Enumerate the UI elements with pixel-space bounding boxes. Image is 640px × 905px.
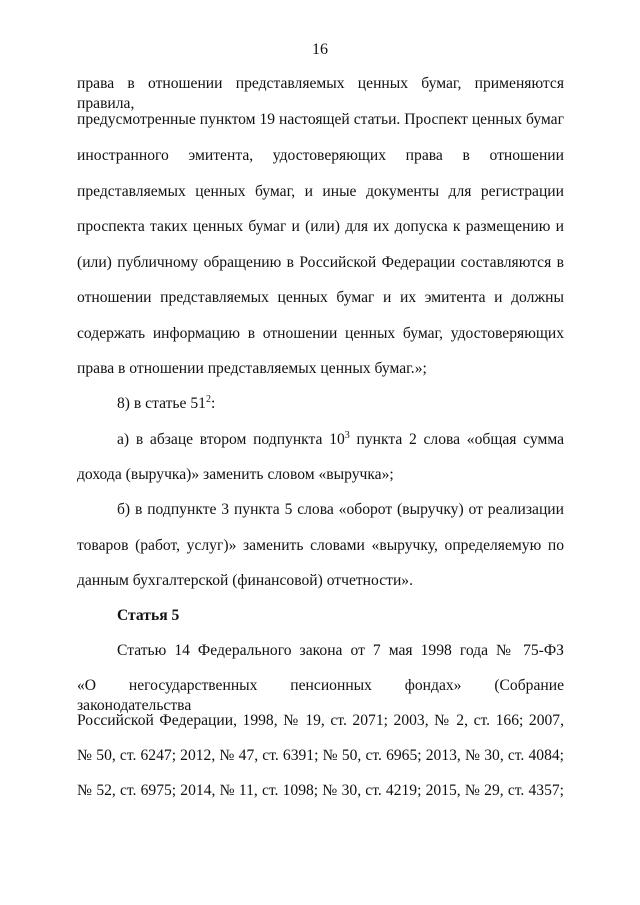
- text-line: представляемых ценных бумаг, и иные документы для регистрации: [77, 183, 564, 200]
- subitem-a-text: а) в абзаце втором подпункта 10: [117, 431, 345, 448]
- text-line: отношении представляемых ценных бумаг и их эмитента и должны: [77, 289, 564, 306]
- subitem-b: б) в подпункте 3 пункта 5 слова «оборот (выручку) от реализации: [117, 501, 564, 518]
- text-line: иностранного эмитента, удостоверяющих права в отношении: [77, 147, 564, 164]
- text-line: дохода (выручка)» заменить словом «выручка»;: [77, 466, 394, 483]
- text-line: права в отношении представляемых ценных бумаг, применяются правила,: [77, 75, 564, 112]
- superscript: 2: [205, 393, 211, 405]
- list-item-8-suffix: :: [210, 395, 216, 412]
- page-number: 16: [312, 41, 328, 58]
- text-line: товаров (работ, услуг)» заменить словами «выручку, определяемую по: [77, 537, 564, 554]
- text-line: «О негосударственных пенсионных фондах» (Собрание законодательства: [77, 677, 564, 714]
- superscript: 3: [344, 429, 350, 441]
- list-item-8-text: 8) в статье 51: [117, 395, 206, 412]
- text-line: данным бухгалтерской (финансовой) отчетности».: [77, 572, 413, 589]
- subitem-a-suffix: пункта 2 слова «общая сумма: [349, 431, 564, 448]
- article-heading: Статья 5: [117, 607, 180, 624]
- text-line: проспекта таких ценных бумаг и (или) для их допуска к размещению и: [77, 218, 564, 235]
- text-line: содержать информацию в отношении ценных бумаг, удостоверяющих: [77, 325, 564, 342]
- text-line: Статью 14 Федерального закона от 7 мая 1998 года № 75-ФЗ: [117, 642, 564, 659]
- text-line: № 52, ст. 6975; 2014, № 11, ст. 1098; № 30, ст. 4219; 2015, № 29, ст. 4357;: [77, 782, 564, 799]
- text-line: права в отношении представляемых ценных бумаг.»;: [77, 360, 427, 377]
- text-line: предусмотренные пунктом 19 настоящей статьи. Проспект ценных бумаг: [77, 111, 564, 128]
- text-line: Российской Федерации, 1998, № 19, ст. 2071; 2003, № 2, ст. 166; 2007,: [77, 712, 564, 729]
- list-item-8: [117, 394, 564, 414]
- text-line: № 50, ст. 6247; 2012, № 47, ст. 6391; № 50, ст. 6965; 2013, № 30, ст. 4084;: [77, 747, 564, 764]
- subitem-a: [117, 430, 564, 450]
- text-line: (или) публичному обращению в Российской Федерации составляются в: [77, 254, 564, 271]
